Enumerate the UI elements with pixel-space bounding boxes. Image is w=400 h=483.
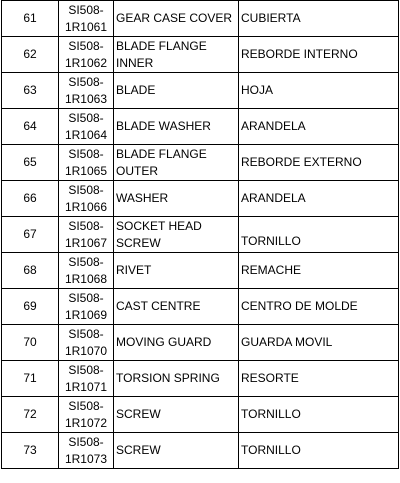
part-code bbox=[59, 109, 114, 145]
description-english bbox=[114, 109, 239, 145]
part-code bbox=[59, 361, 114, 397]
description-english-line-1: TORSION SPRING bbox=[116, 371, 220, 385]
description-spanish bbox=[239, 1, 399, 37]
item-number: 62 bbox=[2, 37, 59, 73]
item-number: 63 bbox=[2, 73, 59, 109]
description-english bbox=[114, 37, 239, 73]
table-row bbox=[2, 433, 399, 469]
part-code-line-2: 1R1069 bbox=[64, 307, 108, 322]
description-english bbox=[114, 181, 239, 217]
item-number: 69 bbox=[2, 289, 59, 325]
item-number: 68 bbox=[2, 253, 59, 289]
description-spanish bbox=[239, 253, 399, 289]
description-spanish-text: TORNILLO bbox=[241, 443, 301, 457]
part-code bbox=[59, 73, 114, 109]
description-spanish-text: REMACHE bbox=[241, 263, 302, 277]
part-code bbox=[59, 37, 114, 73]
description-spanish bbox=[239, 289, 399, 325]
part-code-line-1: SI508- bbox=[68, 434, 104, 449]
table-row bbox=[2, 217, 399, 253]
description-english bbox=[114, 289, 239, 325]
description-english-line-1: SOCKET HEAD bbox=[116, 218, 202, 233]
description-spanish-text: TORNILLO bbox=[241, 407, 301, 421]
part-code bbox=[59, 289, 114, 325]
item-number: 72 bbox=[2, 397, 59, 433]
part-code-line-2: 1R1066 bbox=[64, 199, 108, 214]
description-spanish bbox=[239, 361, 399, 397]
table-row bbox=[2, 253, 399, 289]
part-code bbox=[59, 217, 114, 253]
description-english-line-1: BLADE FLANGE bbox=[116, 146, 207, 161]
description-spanish-text: RESORTE bbox=[241, 371, 299, 385]
item-number: 66 bbox=[2, 181, 59, 217]
description-english-line-2: SCREW bbox=[116, 235, 161, 250]
part-code-line-1: SI508- bbox=[68, 218, 104, 233]
part-code-line-2: 1R1063 bbox=[64, 91, 108, 106]
table-row bbox=[2, 397, 399, 433]
part-code-line-2: 1R1062 bbox=[64, 55, 108, 70]
part-code-line-2: 1R1064 bbox=[64, 127, 108, 142]
description-spanish-text: GUARDA MOVIL bbox=[241, 335, 333, 349]
table-row bbox=[2, 289, 399, 325]
item-number: 67 bbox=[2, 217, 59, 253]
part-code-line-1: SI508- bbox=[68, 398, 104, 413]
part-code-line-1: SI508- bbox=[68, 182, 104, 197]
description-spanish bbox=[239, 37, 399, 73]
part-code-line-1: SI508- bbox=[68, 110, 104, 125]
description-spanish-text: ARANDELA bbox=[241, 191, 306, 205]
description-english-line-1: BLADE FLANGE bbox=[116, 38, 207, 53]
description-english-line-1: SCREW bbox=[116, 443, 161, 457]
table-row bbox=[2, 1, 399, 37]
description-spanish-text: TORNILLO bbox=[241, 234, 301, 248]
part-code bbox=[59, 397, 114, 433]
description-english-line-1: WASHER bbox=[116, 191, 169, 205]
item-number: 73 bbox=[2, 433, 59, 469]
description-english bbox=[114, 253, 239, 289]
description-spanish-text: REBORDE INTERNO bbox=[241, 47, 358, 61]
description-spanish bbox=[239, 325, 399, 361]
part-code-line-1: SI508- bbox=[68, 254, 104, 269]
part-code-line-2: 1R1061 bbox=[64, 19, 108, 34]
description-english bbox=[114, 433, 239, 469]
description-english-line-1: BLADE WASHER bbox=[116, 119, 211, 133]
part-code-line-2: 1R1065 bbox=[64, 163, 108, 178]
table-row bbox=[2, 145, 399, 181]
description-english bbox=[114, 325, 239, 361]
part-code-line-2: 1R1073 bbox=[64, 451, 108, 466]
description-english-line-2: INNER bbox=[116, 55, 154, 70]
description-english-line-1: RIVET bbox=[116, 263, 152, 277]
description-spanish-text: CUBIERTA bbox=[241, 11, 301, 25]
description-spanish bbox=[239, 181, 399, 217]
table-row bbox=[2, 37, 399, 73]
part-code bbox=[59, 181, 114, 217]
item-number: 71 bbox=[2, 361, 59, 397]
table-row bbox=[2, 109, 399, 145]
description-english-line-1: CAST CENTRE bbox=[116, 299, 201, 313]
part-code bbox=[59, 1, 114, 37]
part-code-line-1: SI508- bbox=[68, 38, 104, 53]
table-row bbox=[2, 361, 399, 397]
part-code-line-1: SI508- bbox=[68, 362, 104, 377]
part-code bbox=[59, 325, 114, 361]
item-number: 65 bbox=[2, 145, 59, 181]
part-code-line-2: 1R1070 bbox=[64, 343, 108, 358]
description-spanish-text: REBORDE EXTERNO bbox=[241, 155, 362, 169]
part-code-line-2: 1R1068 bbox=[64, 271, 108, 286]
part-code-line-1: SI508- bbox=[68, 146, 104, 161]
description-english-line-2: OUTER bbox=[116, 163, 158, 178]
part-code bbox=[59, 253, 114, 289]
part-code-line-1: SI508- bbox=[68, 290, 104, 305]
part-code-line-1: SI508- bbox=[68, 2, 104, 17]
item-number: 61 bbox=[2, 1, 59, 37]
description-english-line-1: BLADE bbox=[116, 83, 156, 97]
description-english-line-1: GEAR CASE COVER bbox=[116, 11, 233, 25]
description-english bbox=[114, 397, 239, 433]
part-code-line-1: SI508- bbox=[68, 74, 104, 89]
parts-table bbox=[1, 0, 399, 469]
part-code-line-2: 1R1071 bbox=[64, 379, 108, 394]
description-spanish-text: CENTRO DE MOLDE bbox=[241, 299, 358, 313]
description-spanish bbox=[239, 145, 399, 181]
description-spanish-text: HOJA bbox=[241, 83, 274, 97]
description-english-line-1: SCREW bbox=[116, 407, 161, 421]
part-code-line-1: SI508- bbox=[68, 326, 104, 341]
table-row bbox=[2, 325, 399, 361]
description-english-line-1: MOVING GUARD bbox=[116, 335, 212, 349]
description-english bbox=[114, 217, 239, 253]
table-row bbox=[2, 73, 399, 109]
description-spanish bbox=[239, 397, 399, 433]
description-english bbox=[114, 1, 239, 37]
description-spanish bbox=[239, 433, 399, 469]
description-english bbox=[114, 73, 239, 109]
description-english bbox=[114, 361, 239, 397]
description-spanish-text: ARANDELA bbox=[241, 119, 306, 133]
part-code bbox=[59, 433, 114, 469]
description-spanish bbox=[239, 217, 399, 253]
table-row bbox=[2, 181, 399, 217]
description-english bbox=[114, 145, 239, 181]
description-spanish bbox=[239, 109, 399, 145]
description-spanish bbox=[239, 73, 399, 109]
item-number: 70 bbox=[2, 325, 59, 361]
part-code-line-2: 1R1072 bbox=[64, 415, 108, 430]
part-code-line-2: 1R1067 bbox=[64, 235, 108, 250]
part-code bbox=[59, 145, 114, 181]
item-number: 64 bbox=[2, 109, 59, 145]
